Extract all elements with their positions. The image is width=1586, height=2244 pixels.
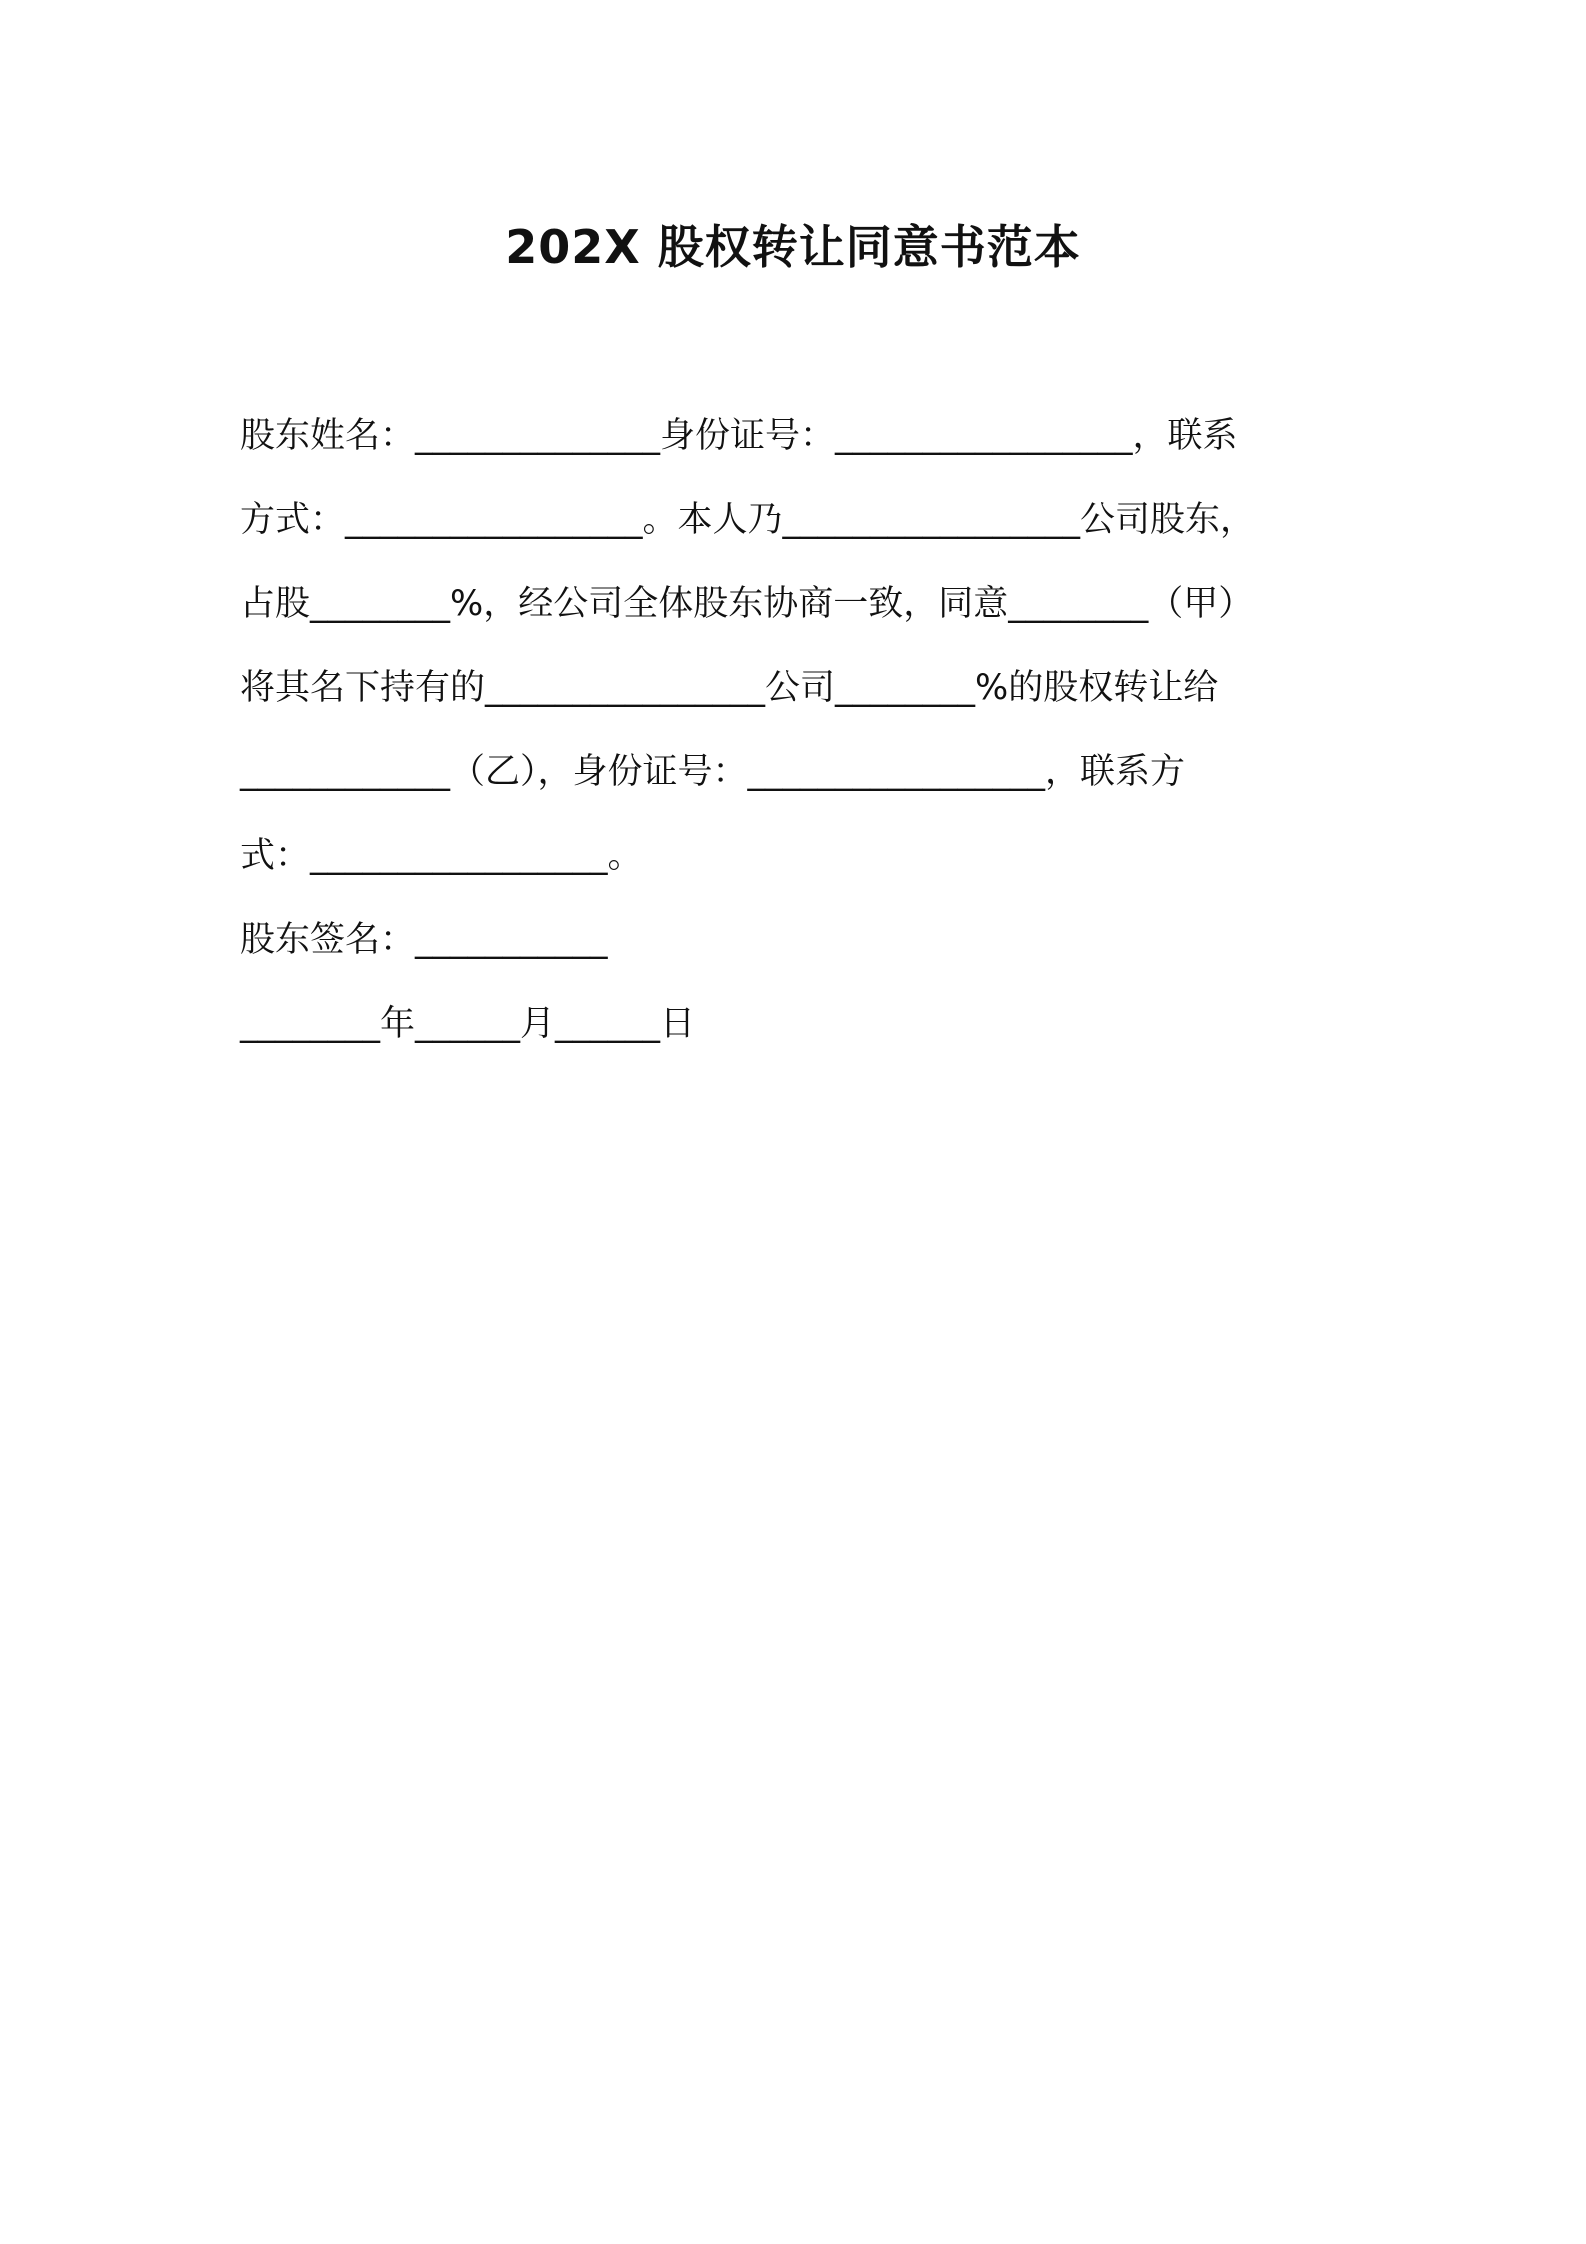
body-line-contact-company: 方式：_________________。本人乃_________________公司股东，	[240, 500, 1256, 540]
date-line: ________年______月______日	[240, 1004, 696, 1044]
body-line-equity-transfer: 将其名下持有的________________公司________%的股权转让给	[240, 668, 1219, 708]
document-title: 202X 股权转让同意书范本	[505, 220, 1081, 274]
signature-line: 股东签名：___________	[240, 920, 608, 960]
body-line-shareholder-name: 股东姓名：______________身份证号：_________________，联系	[240, 416, 1238, 456]
body-line-shareholding-consent: 占股________%，经公司全体股东协商一致，同意________（甲）	[240, 584, 1254, 624]
body-line-transferee-contact: 式：_________________。	[240, 836, 643, 876]
body-line-transferee-id: ____________（乙），身份证号：_________________，联系方	[240, 752, 1186, 792]
